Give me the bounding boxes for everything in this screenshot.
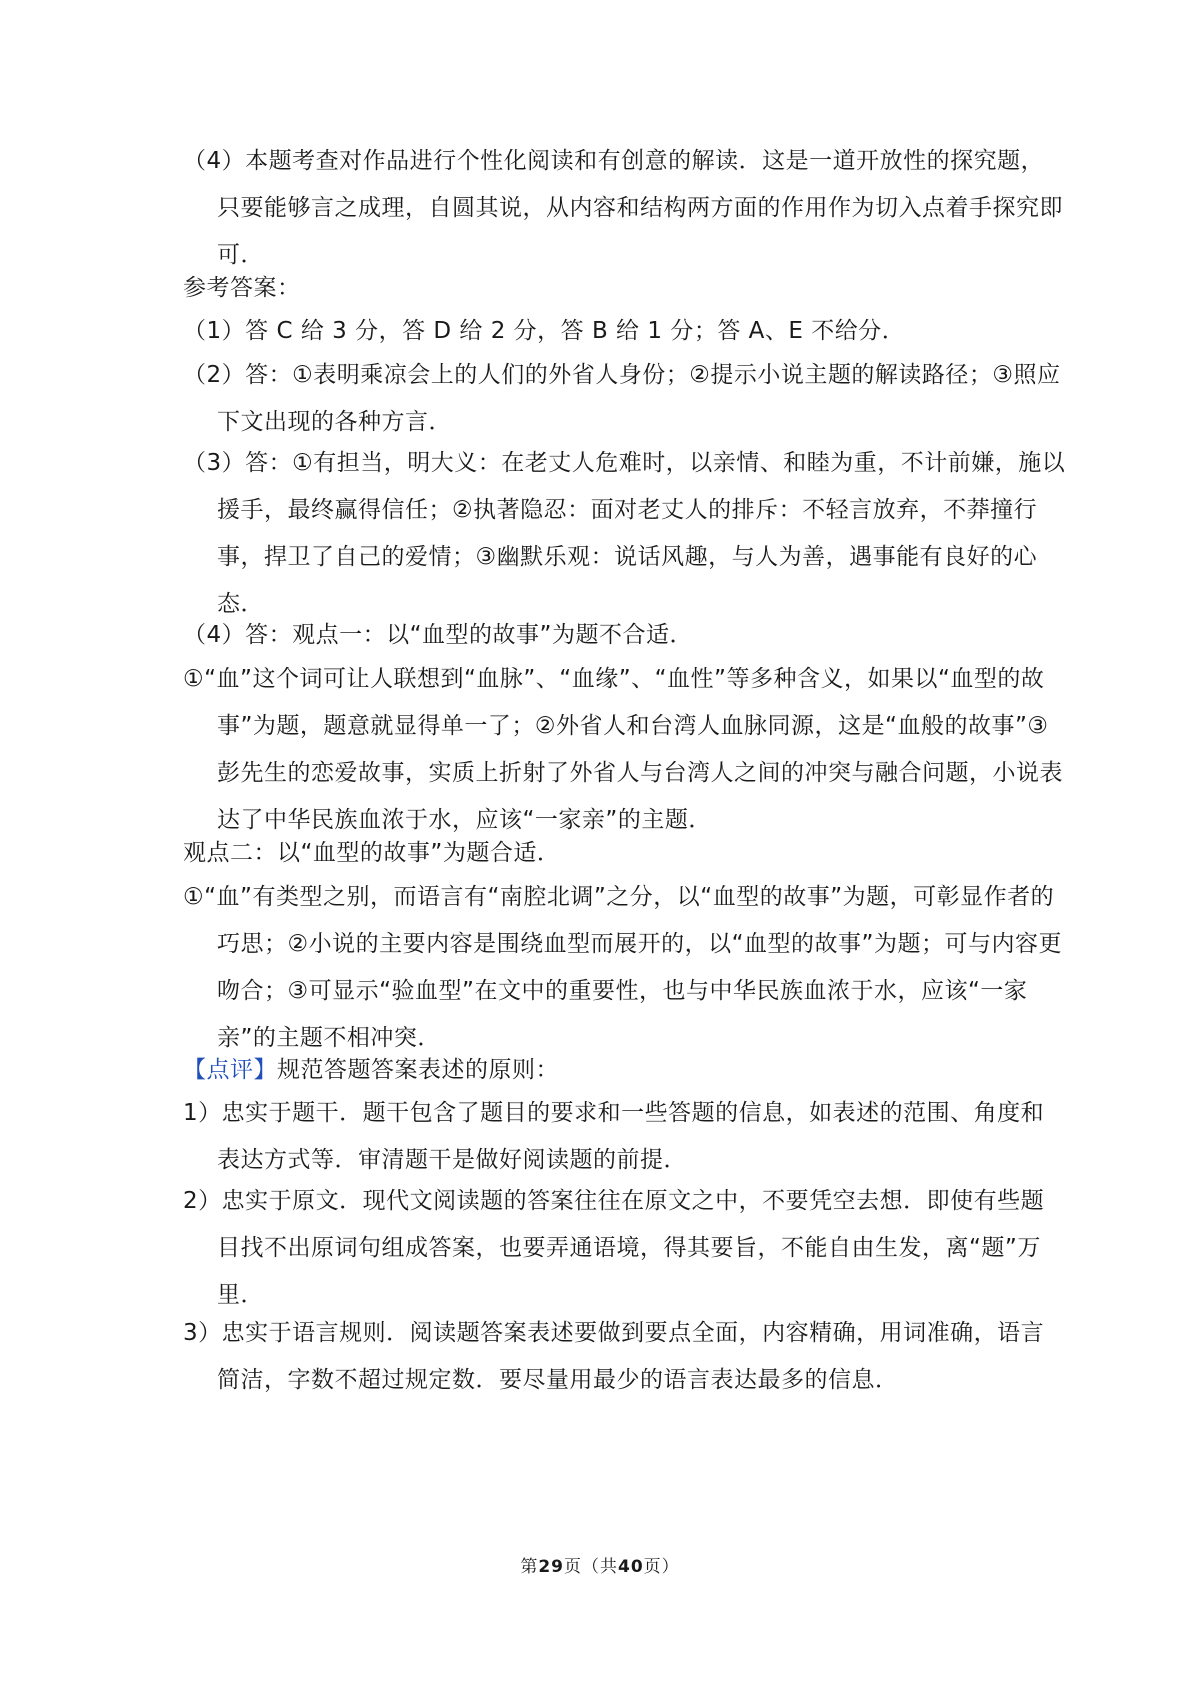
principle-3: 3）忠实于语言规则．阅读题答案表述要做到要点全面，内容精确，用词准确，语言简洁，字数不超过规定数．要尽量用最少的语言表达最多的信息． xyxy=(183,1320,1045,1393)
comment-tag: 【点评】 xyxy=(183,1057,277,1083)
analysis-paragraph-4: （4）本题考查对作品进行个性化阅读和有创意的解读．这是一道开放性的探究题，只要能够言之成理，自圆其说，从内容和结构两方面的作用作为切入点着手探究即可． xyxy=(183,148,1063,268)
footer-mid: 页（共 xyxy=(564,1557,618,1577)
answer-4-viewpoint-2: 观点二：以“血型的故事”为题合适． xyxy=(183,840,561,866)
comment-text: 规范答题答案表述的原则： xyxy=(277,1057,559,1083)
page-number: 29 xyxy=(538,1557,564,1577)
footer-prefix: 第 xyxy=(520,1557,539,1577)
total-pages: 40 xyxy=(618,1557,644,1577)
answer-3: （3）答：①有担当，明大义：在老丈人危难时，以亲情、和睦为重，不计前嫌，施以援手，最终赢得信任；②执著隐忍：面对老丈人的排斥：不轻言放弃，不莽撞行事，捍卫了自己的爱情；③幽默乐观：说话风趣，与人为善，遇事能有良好的心态． xyxy=(183,450,1066,617)
principle-1: 1）忠实于题干．题干包含了题目的要求和一些答题的信息，如表述的范围、角度和表达方式等．审清题干是做好阅读题的前提． xyxy=(183,1100,1045,1173)
viewpoint-1-reasons: ①“血”这个词可让人联想到“血脉”、“血缘”、“血性”等多种含义，如果以“血型的故事”为题，题意就显得单一了；②外省人和台湾人血脉同源，这是“血般的故事”③彭先生的恋爱故事，实质上折射了外省人与台湾人之间的冲突与融合问题，小说表达了中华民族血浓于水，应该“一家亲”的主题． xyxy=(183,666,1063,833)
footer-suffix: 页） xyxy=(643,1557,680,1577)
answer-4-viewpoint-1: （4）答：观点一：以“血型的故事”为题不合适． xyxy=(183,622,693,648)
answer-2: （2）答：①表明乘凉会上的人们的外省人身份；②提示小说主题的解读路径；③照应下文出现的各种方言． xyxy=(183,362,1061,435)
page-footer xyxy=(0,1552,1200,1577)
comment-heading xyxy=(183,1047,1033,1094)
principle-2: 2）忠实于原文．现代文阅读题的答案往往在原文之中，不要凭空去想．即使有些题目找不出原词句组成答案，也要弄通语境，得其要旨，不能自由生发，离“题”万里． xyxy=(183,1188,1045,1308)
viewpoint-2-reasons: ①“血”有类型之别，而语言有“南腔北调”之分，以“血型的故事”为题，可彰显作者的巧思；②小说的主要内容是围绕血型而展开的，以“血型的故事”为题；可与内容更吻合；③可显示“验血型”在文中的重要性，也与中华民族血浓于水，应该“一家亲”的主题不相冲突． xyxy=(183,884,1062,1051)
answer-1: （1）答 C 给 3 分，答 D 给 2 分，答 B 给 1 分；答 A、E 不给分． xyxy=(183,318,906,344)
reference-answer-heading: 参考答案： xyxy=(183,275,301,301)
